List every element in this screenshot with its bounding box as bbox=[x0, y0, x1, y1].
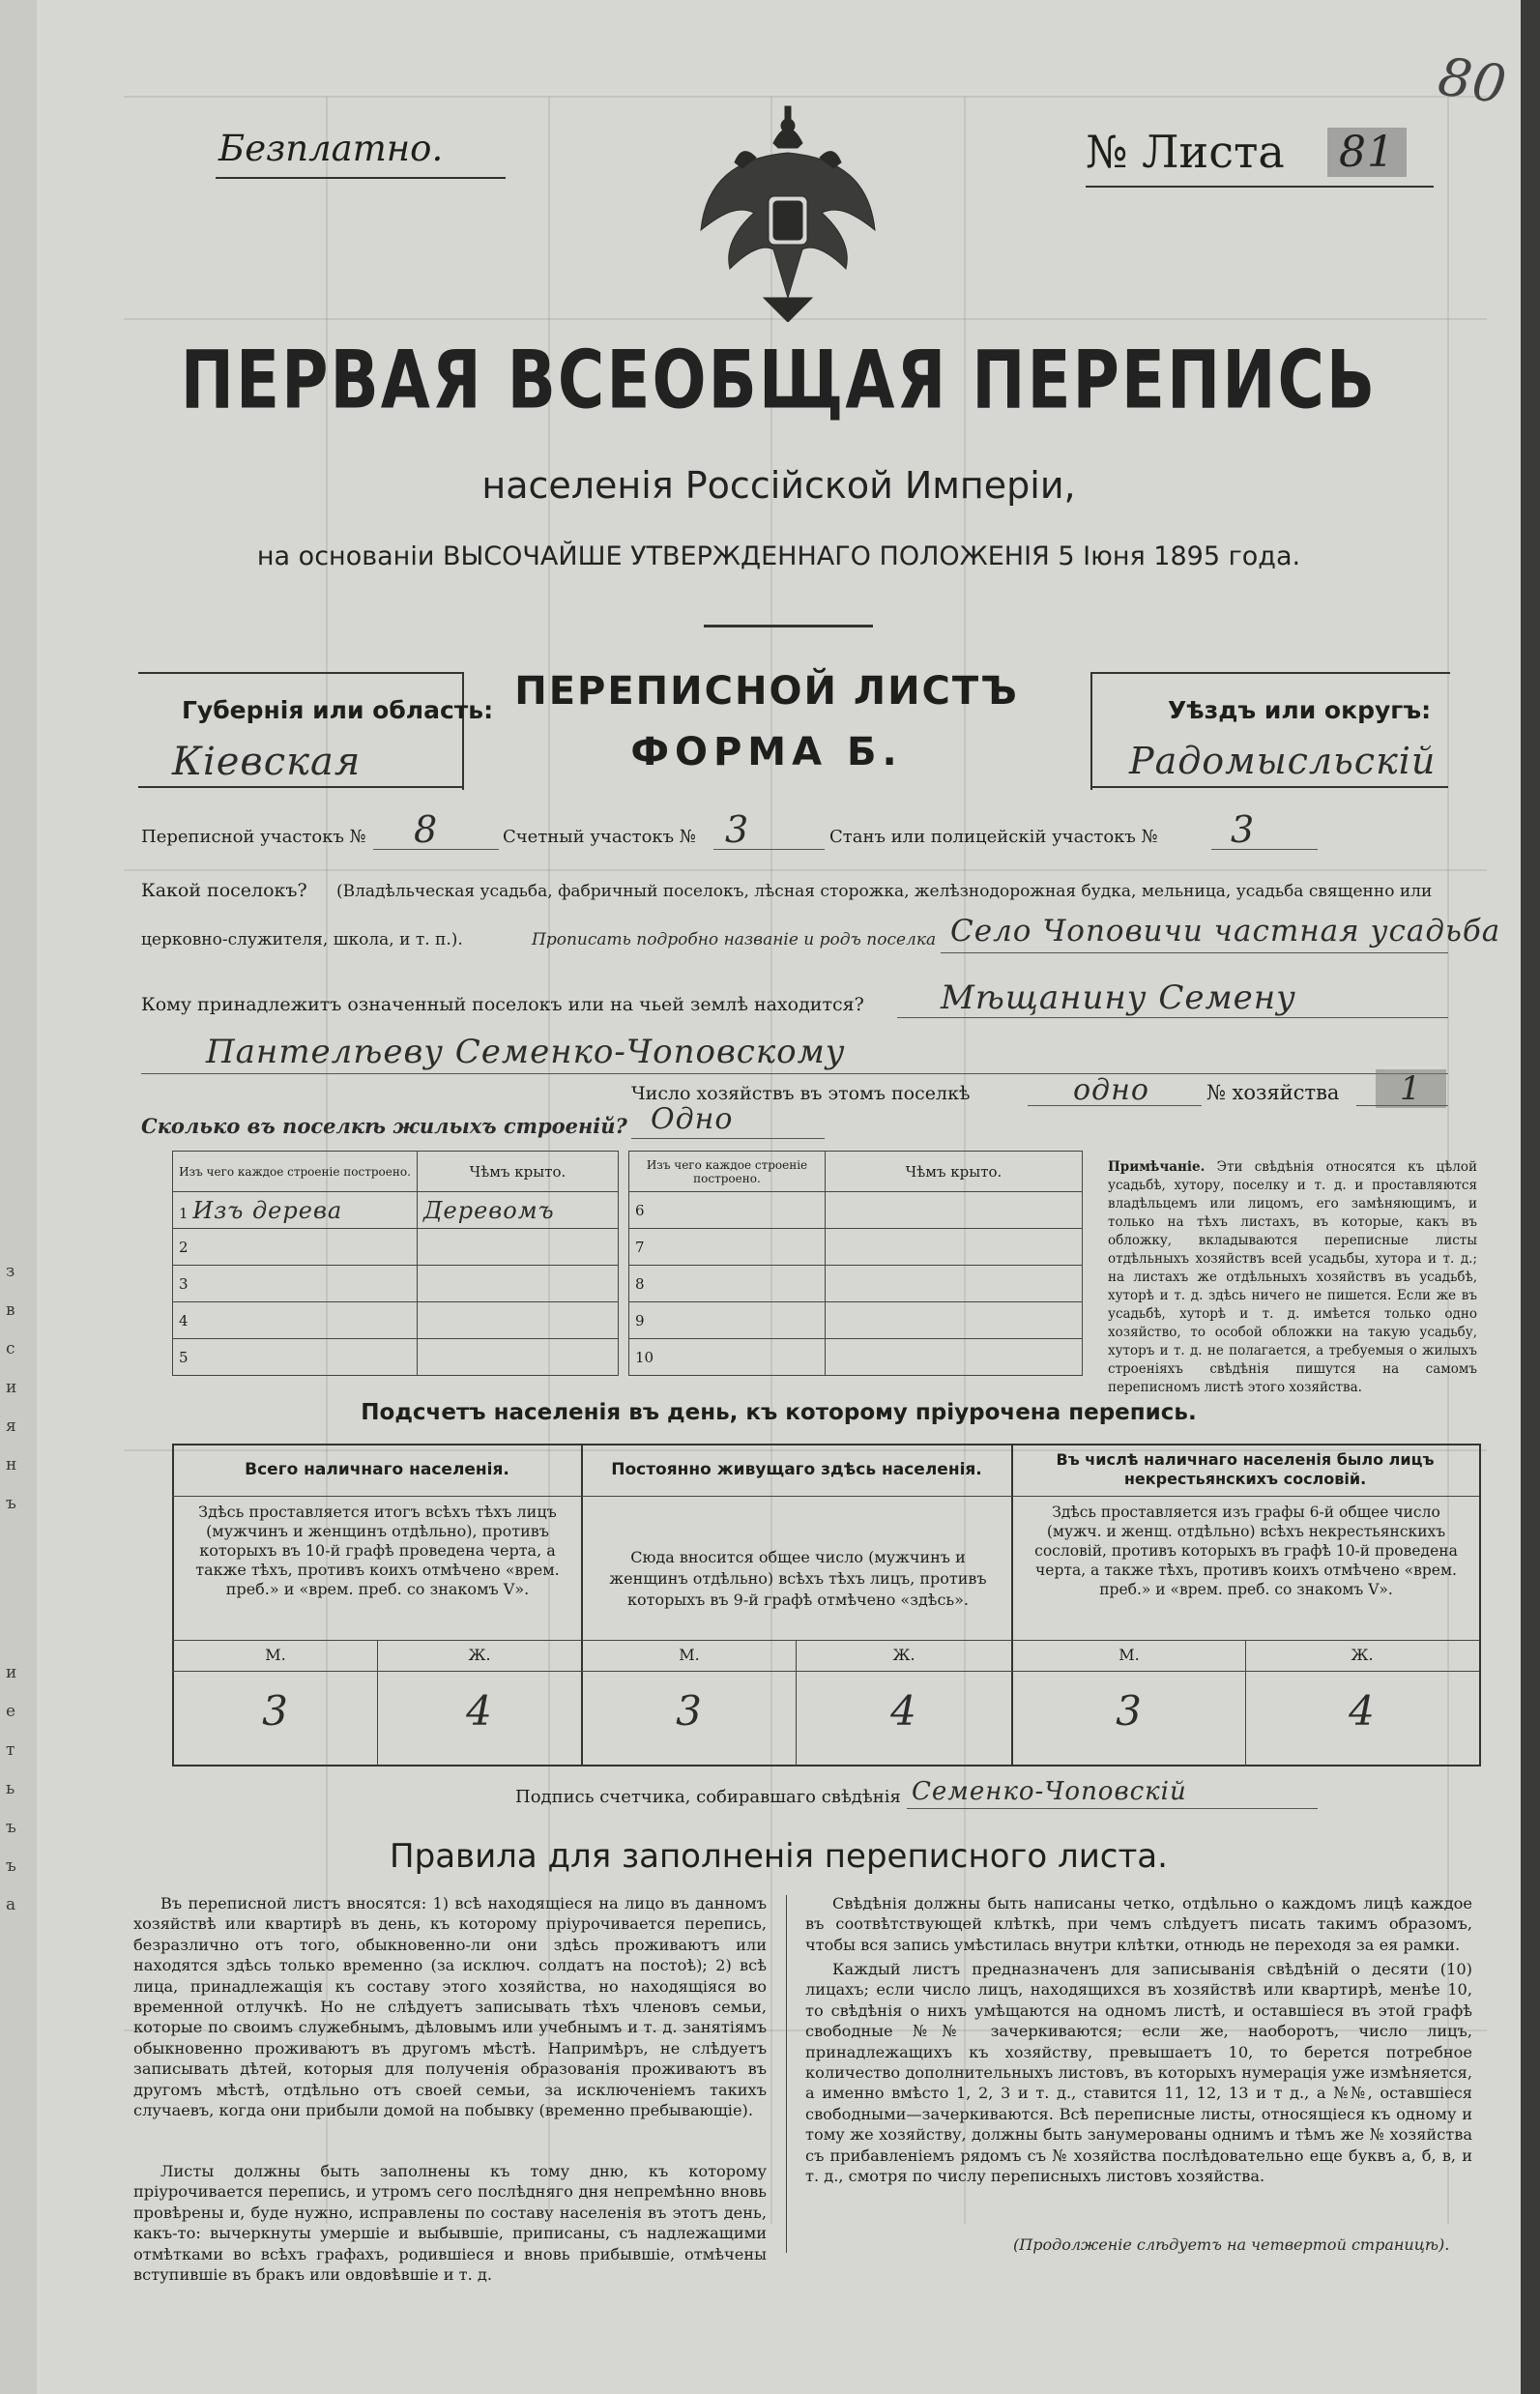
counting-district-value: 3 bbox=[725, 808, 750, 851]
col1-f-label: Ж. bbox=[468, 1646, 491, 1664]
margin-mark: ъ bbox=[6, 1818, 16, 1837]
gubernia-label: Губернія или область: bbox=[182, 696, 494, 724]
margin-mark: и bbox=[6, 1663, 17, 1682]
settlement-hint-2: церковно-служителя, школа, и т. п.). bbox=[141, 930, 463, 949]
margin-mark: ь bbox=[6, 1779, 15, 1798]
population-mf-rule-top bbox=[172, 1640, 1479, 1641]
buildings-table-right bbox=[628, 1151, 1083, 1376]
signature-label: Подпись счетчика, собиравшаго свѣдѣнія bbox=[515, 1787, 901, 1807]
table-cell-roof bbox=[418, 1339, 619, 1376]
header-material: Изъ чего каждое строеніе построено. bbox=[629, 1152, 826, 1192]
table-cell-roof bbox=[826, 1302, 1083, 1339]
settlement-value: Село Чоповичи частная усадьба bbox=[950, 914, 1501, 949]
population-col2-title: Постоянно живущаго здѣсь населенія. bbox=[611, 1460, 982, 1479]
free-underline bbox=[216, 177, 506, 179]
main-title: ПЕРВАЯ ВСЕОБЩАЯ ПЕРЕПИСЬ bbox=[180, 334, 1378, 427]
margin-mark: е bbox=[6, 1702, 16, 1721]
table-cell-roof: Деревомъ bbox=[418, 1192, 619, 1229]
settlement-hint-1: (Владѣльческая усадьба, фабричный поселокъ, лѣсная сторожка, желѣзнодорожная будка, мельница, усадьба священно или bbox=[336, 882, 1433, 901]
header-roof: Чѣмъ крыто. bbox=[826, 1152, 1083, 1192]
form-title: ПЕРЕПИСНОЙ ЛИСТЪ bbox=[514, 669, 1019, 714]
margin-mark: а bbox=[6, 1895, 16, 1914]
sheet-number-underline bbox=[1086, 186, 1434, 188]
uezd-bottom bbox=[1090, 786, 1448, 788]
table-row: 8 bbox=[629, 1266, 826, 1302]
stan-label: Станъ или полицейскій участокъ № bbox=[829, 827, 1158, 847]
population-col1-text: Здѣсь проставляется итогъ всѣхъ тѣхъ лицъ (мужчинъ и женщинъ отдѣльно), противъ которыхъ въ 10-й графѣ проведена черта, а также тѣхъ, противъ коихъ отмѣчено «врем. преб.» и «врем. преб. со знакомъ V». bbox=[195, 1503, 560, 1598]
population-heading: Подсчетъ населенія въ день, къ которому пріурочена перепись. bbox=[361, 1400, 1197, 1425]
note-text: Эти свѣдѣнія относятся къ цѣлой усадьбѣ, хутору, поселку и т. д. и проставляются владѣльцемъ или лицомъ, его замѣняющимъ, и только на тѣхъ листахъ, въ которые, какъ въ обложку, вкладываются переписные листы отдѣльныхъ хозяйствъ всей усадьбы, хутора и т. д.; на листахъ же отдѣльныхъ хозяйствъ въ усадьбѣ, хуторѣ и т. д. здѣсь ничего не пишется. Если же въ усадьбѣ, хуторѣ и т. д. имѣется только одно хозяйство, то особой обложки на такую усадьбу, хуторъ и т. д. не полагается, а требуемыя о жилыхъ строеніяхъ свѣдѣнія пишутся на самомъ переписномъ листѣ этого хозяйства. bbox=[1108, 1159, 1477, 1395]
header-roof: Чѣмъ крыто. bbox=[418, 1152, 619, 1192]
col2-f-value: 4 bbox=[890, 1687, 917, 1735]
col3-m-value: 3 bbox=[1116, 1687, 1143, 1735]
table-cell-roof bbox=[418, 1229, 619, 1266]
margin-mark: и bbox=[6, 1378, 17, 1397]
settlement-label: Какой поселокъ? bbox=[141, 880, 307, 901]
buildings-value: Одно bbox=[651, 1102, 734, 1136]
household-no-value: 1 bbox=[1376, 1069, 1446, 1108]
signature-value: Семенко-Чоповскій bbox=[912, 1777, 1187, 1806]
population-col3-split bbox=[1245, 1640, 1246, 1766]
counting-district-label: Счетный участокъ № bbox=[503, 827, 696, 847]
household-no-line bbox=[1356, 1105, 1448, 1106]
table-row: 10 bbox=[629, 1339, 826, 1376]
rules-title: Правила для заполненія переписного листа. bbox=[390, 1837, 1168, 1876]
note-block bbox=[1108, 1158, 1477, 1397]
population-header-rule bbox=[172, 1496, 1479, 1497]
col2-m-label: М. bbox=[679, 1646, 700, 1664]
sheet-number-value: 81 bbox=[1327, 128, 1407, 177]
census-district-label: Переписной участокъ № bbox=[141, 827, 366, 847]
table-row: 3 bbox=[173, 1266, 418, 1302]
col2-f-label: Ж. bbox=[892, 1646, 915, 1664]
households-value: одно bbox=[1073, 1073, 1149, 1107]
table-row: 9 bbox=[629, 1302, 826, 1339]
population-col1-title: Всего наличнаго населенія. bbox=[245, 1460, 509, 1479]
population-col2-text: Сюда вносится общее число (мужчинъ и женщинъ отдѣльно) всѣхъ тѣхъ лицъ, противъ которыхъ въ 9-й графѣ отмѣчено «здѣсь». bbox=[609, 1548, 987, 1609]
table-row: 1 Изъ дерева bbox=[173, 1192, 418, 1229]
buildings-line bbox=[631, 1138, 825, 1139]
margin-mark: с bbox=[6, 1339, 15, 1358]
households-label: Число хозяйствъ въ этомъ поселкѣ bbox=[631, 1083, 971, 1104]
table-cell-roof bbox=[826, 1339, 1083, 1376]
table-row: 5 bbox=[173, 1339, 418, 1376]
population-col2-split bbox=[796, 1640, 797, 1766]
population-col3-text: Здѣсь проставляется изъ графы 6-й общее число (мужч. и женщ. отдѣльно) всѣхъ некрестьянскихъ сословій, противъ которыхъ въ графѣ 10-й проведена черта, а также тѣхъ, противъ коихъ отмѣчено «врем. преб.» и «врем. преб. со знакомъ V». bbox=[1034, 1504, 1458, 1598]
uezd-value: Радомысльскій bbox=[1129, 740, 1437, 782]
owner-line-2 bbox=[141, 1073, 1448, 1074]
margin-mark: з bbox=[6, 1262, 15, 1281]
table-row: 7 bbox=[629, 1229, 826, 1266]
gubernia-value: Кіевская bbox=[172, 740, 362, 784]
population-mf-rule bbox=[172, 1671, 1479, 1672]
owner-label: Кому принадлежитъ означенный поселокъ или на чьей землѣ находится? bbox=[141, 994, 864, 1015]
population-col3-title: Въ числѣ наличнаго населенія было лицъ некрестьянскихъ сословій. bbox=[1056, 1450, 1435, 1488]
rules-left-paragraph-2: Листы должны быть заполнены къ тому дню, къ которому пріурочивается перепись, и утромъ сего послѣдняго дня непремѣнно вновь провѣрены и, буде нужно, исправлены по составу населенія въ этотъ день, какъ-то: вычеркнуты умершіе и выбывшіе, приписаны, съ надлежащими отмѣтками во всѣхъ графахъ, родившіеся и вновь прибывшіе, отмѣчены вступившіе въ бракъ или овдовѣвшіе и т. д. bbox=[133, 2162, 767, 2285]
owner-line-1 bbox=[897, 1017, 1448, 1018]
stan-line bbox=[1211, 849, 1318, 850]
sheet-number-label: № Листа bbox=[1086, 126, 1285, 178]
population-col1-split bbox=[377, 1640, 378, 1766]
col1-f-value: 4 bbox=[466, 1687, 493, 1735]
gubernia-bottom bbox=[138, 786, 462, 788]
form-code: ФОРМА Б. bbox=[630, 730, 903, 774]
census-district-value: 8 bbox=[414, 808, 439, 851]
margin-mark: н bbox=[6, 1455, 17, 1474]
col3-m-label: М. bbox=[1119, 1646, 1140, 1664]
rules-left-paragraph-1: Въ переписной листъ вносятся: 1) всѣ находящіеся на лицо въ данномъ хозяйствѣ или квартирѣ въ день, къ которому пріурочивается перепись, безразлично отъ того, обыкновенно-ли они здѣсь проживаютъ или находятся здѣсь только временно (за исключ. солдатъ на постоѣ); 2) всѣ лица, принадлежащія къ составу этого хозяйства, но находящіяся во временной отлучкѣ. Но не слѣдуетъ записывать тѣхъ членовъ семьи, которые по своимъ служебнымъ, дѣловымъ или учебнымъ и т. д. занятіямъ обыкновенно проживаютъ въ другомъ мѣстѣ. Напримѣръ, не слѣдуетъ записывать дѣтей, которыя для полученія образованія проживаютъ въ другомъ мѣстѣ, отдѣльно отъ своей семьи, за исключеніемъ такихъ случаевъ, когда они прибыли домой на побывку (временно пребывающіе). bbox=[133, 1894, 767, 2120]
rules-right-paragraph-1: Свѣдѣнія должны быть написаны четко, отдѣльно о каждомъ лицѣ каждое въ соотвѣтствующей клѣткѣ, при чемъ слѣдуетъ писать такимъ образомъ, чтобы вся запись умѣстилась внутри клѣтки, отнюдь не переходя за ея рамки. bbox=[805, 1894, 1472, 1954]
col1-m-label: М. bbox=[265, 1646, 286, 1664]
table-cell-roof bbox=[826, 1192, 1083, 1229]
table-cell-roof bbox=[418, 1302, 619, 1339]
buildings-table-left bbox=[172, 1151, 619, 1376]
col2-m-value: 3 bbox=[676, 1687, 703, 1735]
subtitle-decree: на основаніи ВЫСОЧАЙШЕ УТВЕРЖДЕННАГО ПОЛОЖЕНІЯ 5 Іюня 1895 года. bbox=[256, 541, 1301, 571]
settlement-line bbox=[941, 952, 1448, 953]
adjacent-page-strip bbox=[0, 0, 37, 2394]
double-headed-eagle-emblem bbox=[696, 104, 880, 322]
margin-mark: я bbox=[6, 1416, 16, 1436]
settlement-hint-3: Прописать подробно названіе и родъ поселка bbox=[532, 930, 937, 949]
table-cell-roof bbox=[418, 1266, 619, 1302]
title-divider bbox=[704, 625, 873, 628]
table-row: 2 bbox=[173, 1229, 418, 1266]
col3-f-value: 4 bbox=[1349, 1687, 1376, 1735]
corner-page-number: 80 bbox=[1434, 45, 1511, 116]
subtitle-empire: населенія Россійской Имперіи, bbox=[481, 464, 1076, 507]
note-title: Примѣчаніе. bbox=[1108, 1159, 1206, 1175]
household-no-label: № хозяйства bbox=[1206, 1081, 1340, 1104]
table-row: 6 bbox=[629, 1192, 826, 1229]
table-cell-roof bbox=[826, 1229, 1083, 1266]
col1-m-value: 3 bbox=[262, 1687, 289, 1735]
table-row: 4 bbox=[173, 1302, 418, 1339]
rules-continued: (Продолженіе слѣдуетъ на четвертой страницѣ). bbox=[1013, 2235, 1450, 2254]
rules-right-paragraph-2: Каждый листъ предназначенъ для записыванія свѣдѣній о десяти (10) лицахъ; если число лицъ, находящихся въ хозяйствѣ или квартирѣ, менѣе 10, то свѣдѣнія о нихъ умѣщаются на одномъ листѣ, и оставшіеся въ этой графѣ свободные №№ зачеркиваются; если же, наоборотъ, число лицъ, принадлежащихъ къ хозяйству, превышаетъ 10, то берется потребное количество дополнительныхъ листовъ, въ которыхъ нумерація уже измѣняется, а именно вмѣсто 1, 2, 3 и т. д., ставится 11, 12, 13 и т д., а №№, оставшіеся свободными—зачеркиваются. Всѣ переписные листы, относящіеся къ одному и тому же хозяйству, должны быть занумерованы однимъ и тѣмъ же № хозяйства съ прибавленіемъ рядомъ съ № хозяйства послѣдовательно еще буквъ а, б, в, и т. д., смотря по числу переписныхъ листовъ хозяйства. bbox=[805, 1960, 1472, 2186]
census-sheet bbox=[37, 0, 1521, 2394]
table-cell-roof bbox=[826, 1266, 1083, 1302]
free-label: Безплатно. bbox=[218, 128, 444, 169]
buildings-label: Сколько въ поселкѣ жилыхъ строеній? bbox=[141, 1114, 627, 1138]
owner-value-2: Пантелѣеву Семенко-Чоповскому bbox=[206, 1033, 846, 1071]
header-material: Изъ чего каждое строеніе построено. bbox=[173, 1152, 418, 1192]
signature-line bbox=[907, 1808, 1318, 1809]
margin-mark: ъ bbox=[6, 1856, 16, 1876]
col3-f-label: Ж. bbox=[1351, 1646, 1374, 1664]
stan-value: 3 bbox=[1231, 808, 1256, 851]
margin-mark: в bbox=[6, 1300, 15, 1320]
rules-column-divider bbox=[786, 1895, 787, 2253]
uezd-label: Уѣздъ или округъ: bbox=[1168, 696, 1432, 724]
owner-value-1: Мѣщанину Семену bbox=[941, 978, 1296, 1017]
margin-mark: ъ bbox=[6, 1494, 16, 1513]
margin-mark: т bbox=[6, 1740, 15, 1760]
